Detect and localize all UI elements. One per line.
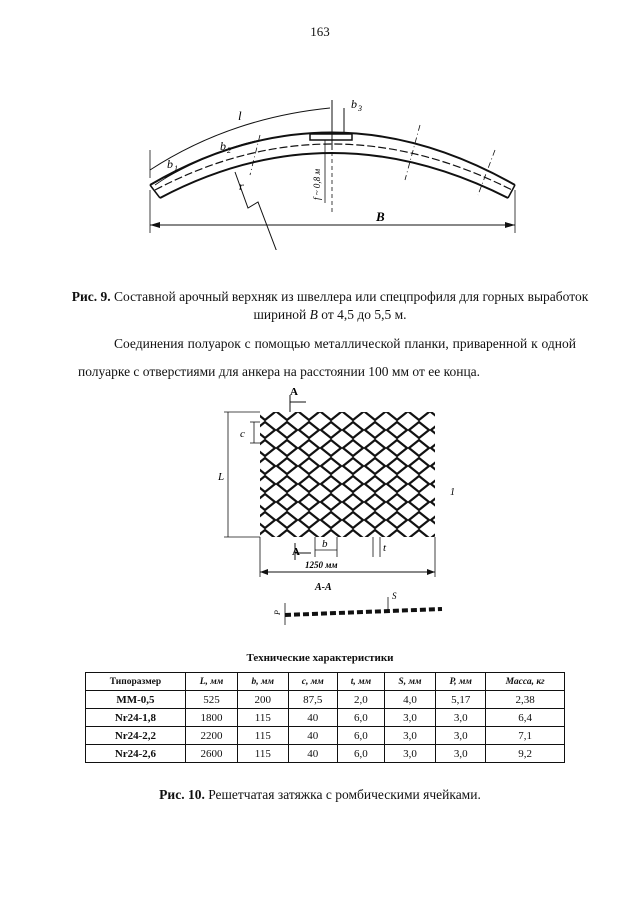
figure-10-mesh-diagram bbox=[210, 385, 470, 645]
table-cell: 115 bbox=[238, 727, 288, 745]
label-A-bottom: A bbox=[292, 546, 300, 558]
table-cell: 525 bbox=[185, 691, 237, 709]
table-cell: 40 bbox=[288, 745, 337, 763]
label-c: c bbox=[240, 428, 245, 440]
table-cell: 3,0 bbox=[436, 709, 486, 727]
figure-10-caption-text: Решетчатая затяжка с ромбическими ячейками. bbox=[208, 787, 481, 802]
table-title: Технические характеристики bbox=[246, 652, 394, 664]
label-b2: b bbox=[220, 139, 226, 153]
label-section: A-A bbox=[315, 582, 332, 593]
table-cell: 2200 bbox=[185, 727, 237, 745]
table-cell: 3,0 bbox=[384, 745, 435, 763]
page-number: 163 bbox=[310, 24, 330, 39]
label-s: S bbox=[392, 591, 397, 601]
header-c: c, мм bbox=[288, 673, 337, 691]
figure-9-caption-tail: от 4,5 до 5,5 м. bbox=[321, 307, 407, 322]
figure-9-arch-diagram bbox=[120, 90, 540, 250]
label-L: L bbox=[218, 471, 225, 483]
table-cell: Nr24-2,6 bbox=[86, 745, 186, 763]
header-mass: Масса, кг bbox=[486, 673, 565, 691]
label-l: l bbox=[238, 108, 242, 123]
table-header-row bbox=[86, 673, 565, 691]
mesh-panel bbox=[260, 412, 435, 537]
table-row bbox=[86, 745, 565, 763]
table-cell: 2600 bbox=[185, 745, 237, 763]
table-row bbox=[86, 709, 565, 727]
table-cell: 115 bbox=[238, 745, 288, 763]
table-cell: 6,0 bbox=[338, 745, 385, 763]
table-cell: Nr24-1,8 bbox=[86, 709, 186, 727]
table-cell: 3,0 bbox=[384, 727, 435, 745]
label-b3: b bbox=[351, 97, 357, 111]
figure-10-label: Рис. 10. bbox=[159, 787, 205, 802]
label-width: 1250 мм bbox=[305, 560, 338, 570]
table-cell: 3,0 bbox=[436, 745, 486, 763]
label-b2-sub: 2 bbox=[227, 146, 231, 155]
table-cell: 40 bbox=[288, 727, 337, 745]
label-b1-sub: 1 bbox=[174, 164, 178, 173]
table-cell: 200 bbox=[238, 691, 288, 709]
table-cell: 9,2 bbox=[486, 745, 565, 763]
table-cell: ММ-0,5 bbox=[86, 691, 186, 709]
table-cell: 87,5 bbox=[288, 691, 337, 709]
table-cell: 5,17 bbox=[436, 691, 486, 709]
table-cell: 40 bbox=[288, 709, 337, 727]
figure-9-caption-text: Составной арочный верхняк из швеллера или спецпрофиля для горных выработок шириной bbox=[114, 289, 589, 322]
table-cell: 115 bbox=[238, 709, 288, 727]
label-b1: b bbox=[167, 157, 173, 171]
table-cell: 4,0 bbox=[384, 691, 435, 709]
table-cell: Nr24-2,2 bbox=[86, 727, 186, 745]
figure-9-caption-var: B bbox=[309, 307, 318, 322]
figure-10-caption bbox=[0, 787, 640, 803]
label-r: r bbox=[239, 179, 244, 193]
table-cell: 3,0 bbox=[384, 709, 435, 727]
header-size: Типоразмер bbox=[86, 673, 186, 691]
label-edge-mark: 1 bbox=[450, 487, 455, 498]
figure-9-label: Рис. 9. bbox=[71, 289, 111, 304]
table-cell: 2,38 bbox=[486, 691, 565, 709]
table-row bbox=[86, 727, 565, 745]
specs-table bbox=[85, 672, 565, 763]
table-cell: 6,0 bbox=[338, 709, 385, 727]
table-cell: 7,1 bbox=[486, 727, 565, 745]
table-cell: 6,0 bbox=[338, 727, 385, 745]
table-cell: 6,4 bbox=[486, 709, 565, 727]
header-b: b, мм bbox=[238, 673, 288, 691]
label-t: t bbox=[383, 542, 387, 554]
label-B: B bbox=[376, 209, 385, 224]
header-S: S, мм bbox=[384, 673, 435, 691]
header-L: L, мм bbox=[185, 673, 237, 691]
label-b: b bbox=[322, 538, 328, 550]
header-P: P, мм bbox=[436, 673, 486, 691]
label-p: P bbox=[273, 610, 282, 615]
label-A-top: A bbox=[290, 386, 298, 398]
header-t: t, мм bbox=[338, 673, 385, 691]
label-b3-sub: 3 bbox=[358, 104, 362, 113]
figure-9-caption bbox=[60, 288, 600, 324]
label-rise: f ~ 0,8 м bbox=[312, 168, 322, 200]
body-paragraph: Соединения полуарок с помощью металлической планки, приваренной к одной полуарке с отверстиями для анкера на расстоянии 100 мм от ее конца. bbox=[78, 336, 576, 379]
table-cell: 3,0 bbox=[436, 727, 486, 745]
table-cell: 1800 bbox=[185, 709, 237, 727]
table-cell: 2,0 bbox=[338, 691, 385, 709]
table-row bbox=[86, 691, 565, 709]
